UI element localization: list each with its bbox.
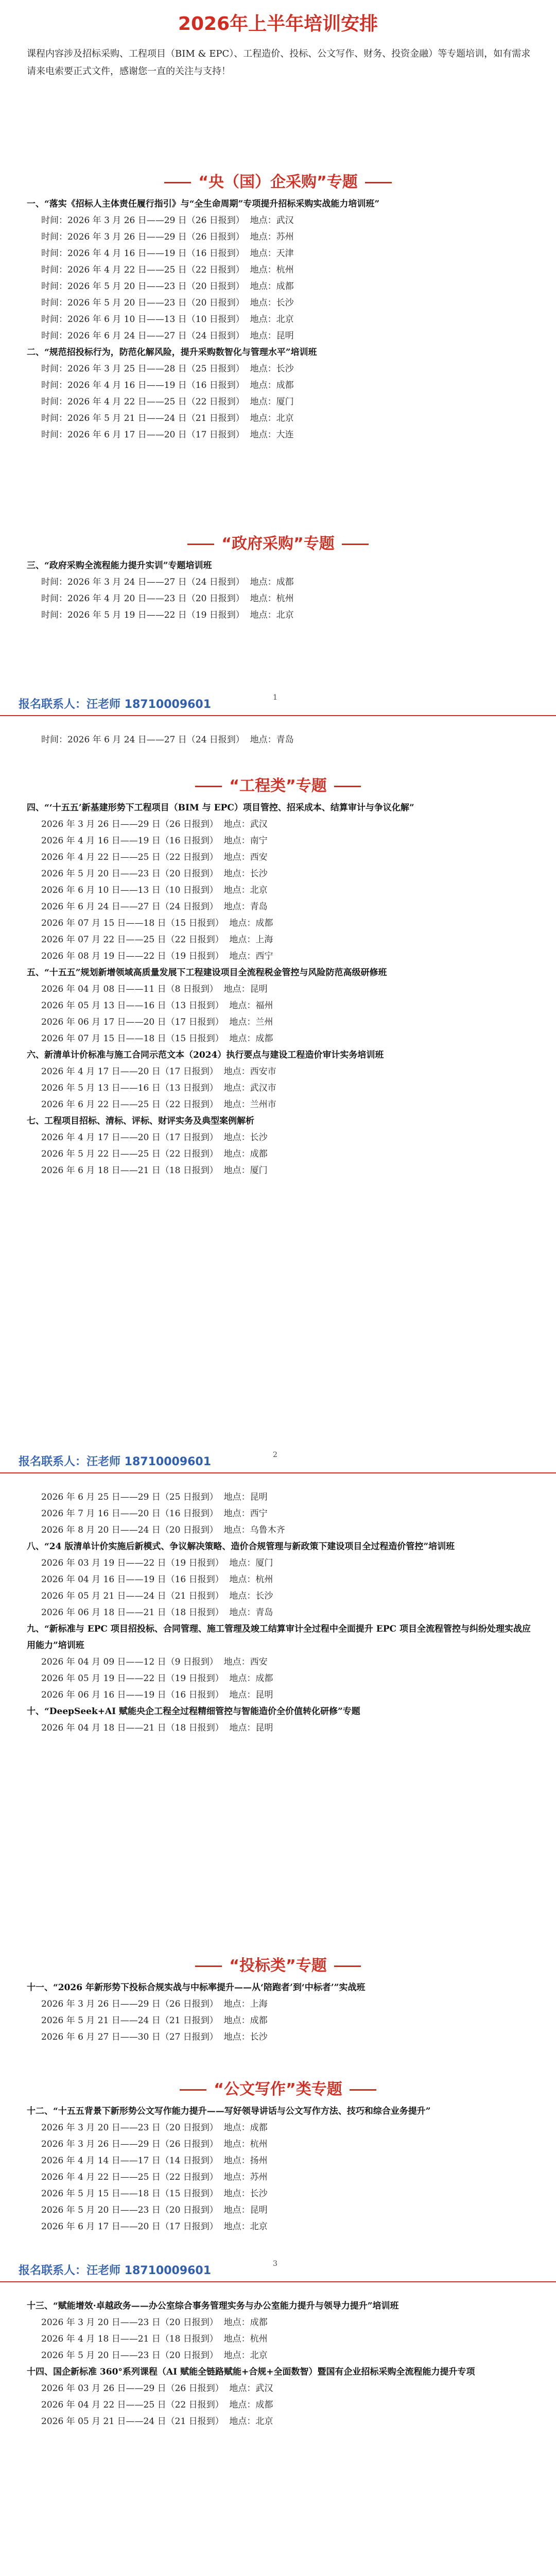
- course-title: 五、“十五五”规划新增领域高质量发展下工程建设项目全流程税金管控与风险防范高级研修班: [27, 968, 387, 978]
- schedule-line: 2026 年 3 月 20 日——23 日（20 日报到） 地点：成都: [41, 2123, 268, 2133]
- schedule-line: 时间：2026 年 3 月 26 日——29 日（26 日报到） 地点：武汉: [41, 215, 294, 226]
- course-title: 十二、“十五五背景下新形势公文写作能力提升——写好领导讲话与公文写作方法、技巧和综合业务提升”: [27, 2106, 431, 2116]
- schedule-line: 时间：2026 年 5 月 19 日——22 日（19 日报到） 地点：北京: [41, 610, 294, 620]
- title-wing-left: [187, 544, 214, 545]
- schedule-line: 时间：2026 年 4 月 22 日——25 日（22 日报到） 地点：厦门: [41, 397, 294, 407]
- writing-block-a: [27, 2103, 531, 2235]
- schedule-line: 时间：2026 年 3 月 26 日——29 日（26 日报到） 地点：苏州: [41, 232, 294, 242]
- schedule-line: 时间：2026 年 5 月 20 日——23 日（20 日报到） 地点：成都: [41, 281, 294, 292]
- schedule-line: 时间：2026 年 3 月 25 日——28 日（25 日报到） 地点：长沙: [41, 364, 294, 374]
- section-title-writing: “公文写作”类专题: [0, 2076, 556, 2099]
- continued-block: [27, 732, 531, 748]
- contact-label: 报名联系人：汪老师 18710009601: [19, 698, 212, 711]
- title-wing-left: [180, 2089, 206, 2091]
- section-title-gov: “政府采购”专题: [0, 531, 556, 553]
- engineering-block: [27, 800, 531, 1179]
- page-number: 3: [273, 2260, 277, 2268]
- schedule-line: 2026 年 4 月 17 日——20 日（17 日报到） 地点：长沙: [41, 1132, 268, 1143]
- schedule-line: 2026 年 04 月 18 日——21 日（18 日报到） 地点：昆明: [41, 1723, 273, 1733]
- schedule-line: 2026 年 7 月 16 日——20 日（16 日报到） 地点：西宁: [41, 1509, 268, 1519]
- course-title: 三、“政府采购全流程能力提升实训”专题培训班: [27, 561, 212, 571]
- course-title: 十一、“2026 年新形势下投标合规实战与中标率提升——从‘陪跑者’到‘中标者’”实战班: [27, 1982, 366, 1993]
- schedule-line: 2026 年 5 月 20 日——23 日（20 日报到） 地点：长沙: [41, 869, 268, 879]
- schedule-line: 2026 年 07 月 15 日——18 日（15 日报到） 地点：成都: [41, 918, 273, 928]
- schedule-line: 2026 年 4 月 17 日——20 日（17 日报到） 地点：西安市: [41, 1066, 276, 1077]
- schedule-line: 2026 年 3 月 20 日——23 日（20 日报到） 地点：成都: [41, 2317, 268, 2328]
- schedule-line: 时间：2026 年 5 月 20 日——23 日（20 日报到） 地点：长沙: [41, 298, 294, 308]
- writing-block-b: [27, 2298, 531, 2430]
- course-title: 二、“规范招投标行为，防范化解风险，提升采购数智化与管理水平”培训班: [27, 347, 317, 358]
- title-wing-right: [334, 1965, 361, 1967]
- course-title: 四、“‘十五五’新基建形势下工程项目（BIM 与 EPC）项目管控、招采成本、结算审计与争议化解”: [27, 803, 414, 813]
- schedule-line: 时间：2026 年 3 月 24 日——27 日（24 日报到） 地点：成都: [41, 577, 294, 587]
- schedule-line: 时间：2026 年 4 月 22 日——25 日（22 日报到） 地点：杭州: [41, 265, 294, 275]
- schedule-line: 2026 年 05 月 21 日——24 日（21 日报到） 地点：北京: [41, 2416, 273, 2427]
- course-title: 一、“落实《招标人主体责任履行指引》与“全生命周期”专项提升招标采购实战能力培训班”: [27, 199, 380, 209]
- section-title-soe: “央（国）企采购”专题: [0, 169, 556, 192]
- schedule-line: 2026 年 05 月 21 日——24 日（21 日报到） 地点：长沙: [41, 1591, 273, 1601]
- section-title-bidding: “投标类”专题: [0, 1953, 556, 1975]
- schedule-line: 2026 年 5 月 13 日——16 日（13 日报到） 地点：武汉市: [41, 1083, 276, 1093]
- course-title: 十、“DeepSeek+AI 赋能央企工程全过程精细管控与智能造价全价值转化研修”专题: [27, 1706, 360, 1717]
- contact-label: 报名联系人：汪老师 18710009601: [19, 2264, 212, 2277]
- engineering-block-2: [27, 1489, 531, 1736]
- schedule-line: 2026 年 5 月 22 日——25 日（22 日报到） 地点：成都: [41, 1149, 268, 1159]
- course-title: 十三、“赋能增效·卓越政务——办公室综合事务管理实务与办公室能力提升与领导力提升”培训班: [27, 2301, 399, 2311]
- soe-block: [27, 196, 531, 443]
- gov-block: [27, 557, 531, 623]
- schedule-line: 时间：2026 年 4 月 20 日——23 日（20 日报到） 地点：杭州: [41, 594, 294, 604]
- course-title: 十四、国企新标准 360°系列课程（AI 赋能全链路赋能+合规+全面数智）暨国有企业招标采购全流程能力提升专项: [27, 2367, 475, 2377]
- schedule-line: 2026 年 4 月 22 日——25 日（22 日报到） 地点：苏州: [41, 2172, 268, 2182]
- schedule-line: 2026 年 07 月 22 日——25 日（22 日报到） 地点：上海: [41, 935, 273, 945]
- schedule-line: 2026 年 5 月 15 日——18 日（15 日报到） 地点：长沙: [41, 2189, 268, 2199]
- schedule-line: 2026 年 4 月 22 日——25 日（22 日报到） 地点：西安: [41, 852, 268, 862]
- schedule-line: 2026 年 6 月 24 日——27 日（24 日报到） 地点：青岛: [41, 902, 268, 912]
- title-wing-right: [365, 182, 392, 183]
- schedule-line: 2026 年 5 月 21 日——24 日（21 日报到） 地点：成都: [41, 2015, 268, 2026]
- schedule-line: 2026 年 06 月 17 日——20 日（17 日报到） 地点：兰州: [41, 1017, 273, 1027]
- schedule-line: 时间：2026 年 6 月 10 日——13 日（10 日报到） 地点：北京: [41, 314, 294, 325]
- schedule-line: 2026 年 06 月 18 日——21 日（18 日报到） 地点：青岛: [41, 1607, 273, 1618]
- title-wing-left: [195, 1965, 222, 1967]
- bidding-block: [27, 1979, 531, 2045]
- intro-text: 课程内容涉及招标采购、工程项目（BIM & EPC）、工程造价、投标、公文写作、财务、投资金融）等专题培训，如有需求请来电索要正式文件，感谢您一直的关注与支持！: [27, 48, 531, 77]
- schedule-line: 2026 年 05 月 13 日——16 日（13 日报到） 地点：福州: [41, 1001, 273, 1011]
- schedule-line: 2026 年 06 月 16 日——19 日（16 日报到） 地点：昆明: [41, 1690, 273, 1700]
- schedule-line: 2026 年 4 月 18 日——21 日（18 日报到） 地点：杭州: [41, 2334, 268, 2344]
- course-title: 八、“24 版清单计价实施后新模式、争议解决策略、造价合规管理与新政策下建设项目全过程造价管控”培训班: [27, 1541, 455, 1552]
- course-title: 九、“新标准与 EPC 项目招投标、合同管理、施工管理及竣工结算审计全过程中全面提升 EPC 项目全流程管控与纠纷处理实战应用能力”培训班: [27, 1624, 531, 1651]
- schedule-line: 时间：2026 年 6 月 17 日——20 日（17 日报到） 地点：大连: [41, 430, 294, 440]
- schedule-line: 2026 年 5 月 20 日——23 日（20 日报到） 地点：昆明: [41, 2205, 268, 2215]
- schedule-line: 2026 年 4 月 16 日——19 日（16 日报到） 地点：南宁: [41, 836, 268, 846]
- page-number: 2: [273, 1451, 277, 1459]
- contact-label: 报名联系人：汪老师 18710009601: [19, 1455, 212, 1468]
- contact-band: [0, 1448, 556, 1473]
- schedule-line: 2026 年 6 月 22 日——25 日（22 日报到） 地点：兰州市: [41, 1099, 276, 1110]
- title-wing-right: [334, 786, 361, 787]
- schedule-line: 时间：2026 年 5 月 21 日——24 日（21 日报到） 地点：北京: [41, 413, 294, 423]
- schedule-line: 时间：2026 年 6 月 24 日——27 日（24 日报到） 地点：青岛: [41, 735, 294, 745]
- contact-band: [0, 2257, 556, 2282]
- title-wing-right: [342, 544, 369, 545]
- schedule-line: 2026 年 3 月 26 日——29 日（26 日报到） 地点：杭州: [41, 2139, 268, 2149]
- schedule-line: 2026 年 04 月 09 日——12 日（9 日报到） 地点：西安: [41, 1657, 268, 1667]
- schedule-line: 2026 年 3 月 26 日——29 日（26 日报到） 地点：武汉: [41, 819, 268, 829]
- schedule-line: 2026 年 07 月 15 日——18 日（15 日报到） 地点：成都: [41, 1033, 273, 1044]
- schedule-line: 2026 年 8 月 20 日——24 日（20 日报到） 地点：乌鲁木齐: [41, 1525, 285, 1535]
- schedule-line: 2026 年 3 月 26 日——29 日（26 日报到） 地点：上海: [41, 1999, 268, 2009]
- schedule-line: 2026 年 03 月 26 日——29 日（26 日报到） 地点：武汉: [41, 2383, 273, 2394]
- section-title-engineering: “工程类”专题: [0, 773, 556, 795]
- title-wing-left: [164, 182, 191, 183]
- page-title: 2026年上半年培训安排: [178, 13, 378, 35]
- schedule-line: 2026 年 6 月 27 日——30 日（27 日报到） 地点：长沙: [41, 2032, 268, 2042]
- schedule-line: 2026 年 08 月 19 日——22 日（19 日报到） 地点：西宁: [41, 951, 273, 961]
- course-title: 七、工程项目招标、清标、评标、财评实务及典型案例解析: [27, 1116, 254, 1126]
- schedule-line: 2026 年 6 月 18 日——21 日（18 日报到） 地点：厦门: [41, 1165, 268, 1176]
- schedule-line: 2026 年 04 月 16 日——19 日（16 日报到） 地点：杭州: [41, 1574, 273, 1585]
- schedule-line: 时间：2026 年 4 月 16 日——19 日（16 日报到） 地点：成都: [41, 380, 294, 391]
- course-title: 六、新清单计价标准与施工合同示范文本（2024）执行要点与建设工程造价审计实务培训班: [27, 1050, 384, 1060]
- schedule-line: 2026 年 6 月 25 日——29 日（25 日报到） 地点：昆明: [41, 1492, 268, 1502]
- schedule-line: 2026 年 03 月 19 日——22 日（19 日报到） 地点：厦门: [41, 1558, 273, 1568]
- schedule-line: 时间：2026 年 4 月 16 日——19 日（16 日报到） 地点：天津: [41, 248, 294, 259]
- schedule-line: 2026 年 5 月 20 日——23 日（20 日报到） 地点：北京: [41, 2350, 268, 2361]
- page-number: 1: [273, 693, 277, 702]
- schedule-line: 2026 年 04 月 22 日——25 日（22 日报到） 地点：成都: [41, 2400, 273, 2410]
- contact-band: [0, 690, 556, 716]
- schedule-line: 2026 年 05 月 19 日——22 日（19 日报到） 地点：成都: [41, 1673, 273, 1684]
- title-wing-right: [350, 2089, 376, 2091]
- schedule-line: 时间：2026 年 6 月 24 日——27 日（24 日报到） 地点：昆明: [41, 331, 294, 341]
- schedule-line: 2026 年 4 月 14 日——17 日（14 日报到） 地点：扬州: [41, 2156, 268, 2166]
- schedule-line: 2026 年 6 月 10 日——13 日（10 日报到） 地点：北京: [41, 885, 268, 895]
- title-wing-left: [195, 786, 222, 787]
- schedule-line: 2026 年 04 月 08 日——11 日（8 日报到） 地点：昆明: [41, 984, 268, 994]
- schedule-line: 2026 年 6 月 17 日——20 日（17 日报到） 地点：北京: [41, 2222, 268, 2232]
